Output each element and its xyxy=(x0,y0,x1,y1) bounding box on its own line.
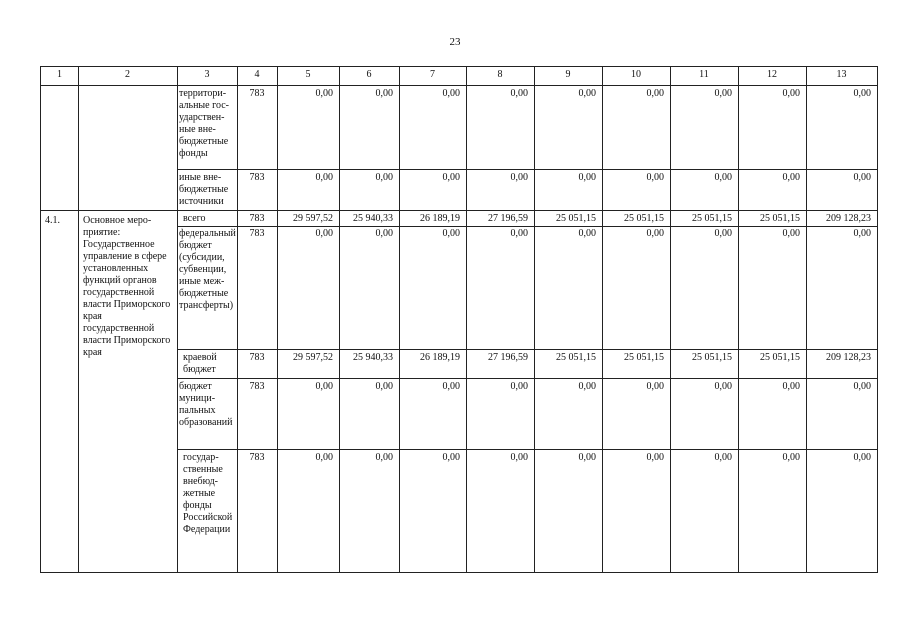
value-cell: 26 189,19 xyxy=(420,352,460,363)
value-cell: 0,00 xyxy=(510,452,528,463)
value-cell: 0,00 xyxy=(578,381,596,392)
value-cell: 0,00 xyxy=(578,88,596,99)
row-code: 783 xyxy=(249,381,265,392)
value-cell: 27 196,59 xyxy=(488,352,528,363)
header-col-7: 7 xyxy=(430,69,435,80)
value-cell: 0,00 xyxy=(510,228,528,239)
col-line-9 xyxy=(602,67,603,572)
row-code: 783 xyxy=(249,228,265,239)
row-divider xyxy=(177,349,877,350)
col-line-6 xyxy=(399,67,400,572)
row-label: краевой бюджет xyxy=(183,352,217,375)
header-divider xyxy=(41,85,877,86)
value-cell: 25 051,15 xyxy=(692,352,732,363)
value-cell: 0,00 xyxy=(714,452,732,463)
value-cell: 0,00 xyxy=(853,452,871,463)
header-col-6: 6 xyxy=(366,69,372,80)
value-cell: 0,00 xyxy=(853,228,871,239)
value-cell: 0,00 xyxy=(375,381,393,392)
header-col-1: 1 xyxy=(57,69,62,80)
value-cell: 0,00 xyxy=(375,452,393,463)
page-number: 23 xyxy=(449,36,461,48)
value-cell: 0,00 xyxy=(853,381,871,392)
col-line-8 xyxy=(534,67,535,572)
row-label: всего xyxy=(183,213,206,224)
col-line-3 xyxy=(237,67,238,572)
value-cell: 25 051,15 xyxy=(760,352,800,363)
row-divider xyxy=(41,210,877,211)
value-cell: 25 051,15 xyxy=(556,352,596,363)
row-divider xyxy=(177,378,877,379)
value-cell: 26 189,19 xyxy=(420,213,460,224)
value-cell: 209 128,23 xyxy=(826,213,871,224)
header-col-4: 4 xyxy=(254,69,260,80)
value-cell: 0,00 xyxy=(782,452,800,463)
value-cell: 0,00 xyxy=(442,172,460,183)
row-code: 783 xyxy=(249,213,265,224)
value-cell: 0,00 xyxy=(714,228,732,239)
value-cell: 0,00 xyxy=(375,88,393,99)
value-cell: 0,00 xyxy=(315,381,333,392)
value-cell: 29 597,52 xyxy=(293,352,333,363)
row-code: 783 xyxy=(249,352,265,363)
value-cell: 0,00 xyxy=(578,452,596,463)
value-cell: 0,00 xyxy=(782,88,800,99)
value-cell: 25 051,15 xyxy=(624,352,664,363)
value-cell: 0,00 xyxy=(714,172,732,183)
item-number: 4.1. xyxy=(45,215,60,226)
header-col-8: 8 xyxy=(497,69,503,80)
row-label: иные внебюджетные источники xyxy=(179,172,229,207)
value-cell: 0,00 xyxy=(853,88,871,99)
value-cell: 0,00 xyxy=(646,228,664,239)
value-cell: 0,00 xyxy=(714,381,732,392)
value-cell: 0,00 xyxy=(646,88,664,99)
value-cell: 0,00 xyxy=(578,172,596,183)
row-code: 783 xyxy=(249,172,265,183)
row-label: бюджет муниципальных образований xyxy=(179,381,233,428)
row-label: государственные внебюджетные фонды Российской Федерации xyxy=(183,452,233,535)
col-line-10 xyxy=(670,67,671,572)
value-cell: 29 597,52 xyxy=(293,213,333,224)
value-cell: 0,00 xyxy=(315,88,333,99)
col-line-4 xyxy=(277,67,278,572)
row-divider xyxy=(177,449,877,450)
header-col-11: 11 xyxy=(699,69,709,80)
row-label: территориальные государственные внебюджетные фонды xyxy=(179,88,229,159)
value-cell: 0,00 xyxy=(375,172,393,183)
row-divider xyxy=(177,169,877,170)
value-cell: 0,00 xyxy=(782,381,800,392)
value-cell: 0,00 xyxy=(510,172,528,183)
header-col-13: 13 xyxy=(836,69,847,80)
budget-table xyxy=(40,66,878,573)
header-col-12: 12 xyxy=(767,69,777,80)
value-cell: 0,00 xyxy=(646,381,664,392)
col-line-12 xyxy=(806,67,807,572)
value-cell: 25 051,15 xyxy=(760,213,800,224)
header-col-5: 5 xyxy=(305,69,311,80)
value-cell: 25 051,15 xyxy=(556,213,596,224)
value-cell: 0,00 xyxy=(782,172,800,183)
value-cell: 0,00 xyxy=(646,172,664,183)
value-cell: 0,00 xyxy=(375,228,393,239)
value-cell: 25 940,33 xyxy=(353,213,393,224)
value-cell: 0,00 xyxy=(853,172,871,183)
col-line-1 xyxy=(78,67,79,572)
header-col-3: 3 xyxy=(204,69,210,80)
col-line-7 xyxy=(466,67,467,572)
value-cell: 0,00 xyxy=(442,452,460,463)
value-cell: 0,00 xyxy=(578,228,596,239)
row-code: 783 xyxy=(249,452,265,463)
value-cell: 0,00 xyxy=(714,88,732,99)
row-code: 783 xyxy=(249,88,265,99)
value-cell: 0,00 xyxy=(315,172,333,183)
col-line-2 xyxy=(177,67,178,572)
value-cell: 0,00 xyxy=(510,88,528,99)
item-title: Основное мероприятие: Государственное управление в сфере установленных функций органов государственной власти Приморского края государственной власти Приморского края xyxy=(83,215,171,358)
value-cell: 0,00 xyxy=(442,381,460,392)
row-divider xyxy=(177,226,877,227)
value-cell: 25 051,15 xyxy=(624,213,664,224)
value-cell: 0,00 xyxy=(646,452,664,463)
value-cell: 0,00 xyxy=(442,228,460,239)
value-cell: 27 196,59 xyxy=(488,213,528,224)
value-cell: 25 051,15 xyxy=(692,213,732,224)
value-cell: 0,00 xyxy=(782,228,800,239)
value-cell: 0,00 xyxy=(315,452,333,463)
header-col-9: 9 xyxy=(565,69,571,80)
col-line-11 xyxy=(738,67,739,572)
col-line-5 xyxy=(339,67,340,572)
value-cell: 25 940,33 xyxy=(353,352,393,363)
value-cell: 0,00 xyxy=(442,88,460,99)
value-cell: 0,00 xyxy=(510,381,528,392)
header-col-10: 10 xyxy=(631,69,641,80)
value-cell: 0,00 xyxy=(315,228,333,239)
row-label: федеральный бюджет (субсидии, субвенции, иные межбюджетные трансферты) xyxy=(179,228,236,311)
value-cell: 209 128,23 xyxy=(826,352,871,363)
header-col-2: 2 xyxy=(125,69,130,80)
